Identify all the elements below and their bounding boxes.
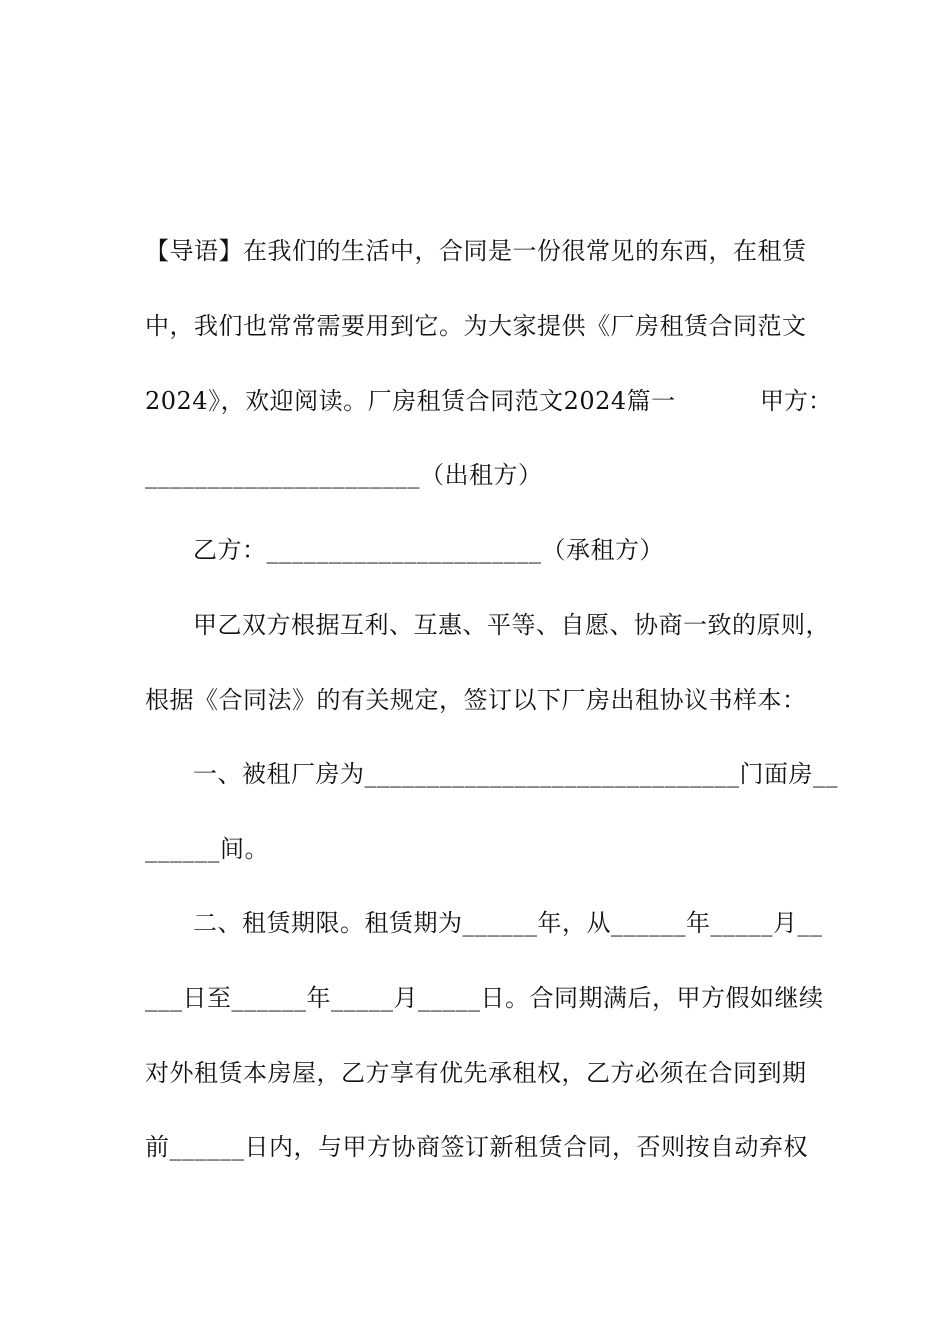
party-b-line: 乙方：______________________（承租方） — [193, 536, 664, 564]
clause-1-line-1: 一、被租厂房为______________________________门面房__ — [193, 760, 838, 788]
intro-line-2: 中，我们也常常需要用到它。为大家提供《厂房租赁合同范文 — [145, 312, 807, 340]
intro-line-3: 2024》，欢迎阅读。厂房租赁合同范文2024篇一 — [145, 387, 676, 415]
principle-line-1: 甲乙双方根据互利、互惠、平等、自愿、协商一致的原则， — [193, 611, 830, 639]
party-a-label: 甲方： — [760, 387, 832, 415]
intro-line-1: 【导语】在我们的生活中，合同是一份很常见的东西，在租赁 — [145, 237, 807, 265]
clause-1-line-2: ______间。 — [145, 835, 269, 863]
clause-2-line-1: 二、租赁期限。租赁期为______年，从______年_____月__ — [193, 909, 823, 937]
principle-line-2: 根据《合同法》的有关规定，签订以下厂房出租协议书样本： — [145, 686, 807, 714]
clause-2-line-4: 前______日内，与甲方协商签订新租赁合同，否则按自动弃权 — [145, 1133, 808, 1161]
clause-2-line-2: ___日至______年_____月_____日。合同期满后，甲方假如继续 — [145, 984, 824, 1012]
clause-2-line-3: 对外租赁本房屋，乙方享有优先承租权，乙方必须在合同到期 — [145, 1059, 807, 1087]
party-a-blank-line: ______________________（出租方） — [145, 461, 543, 489]
